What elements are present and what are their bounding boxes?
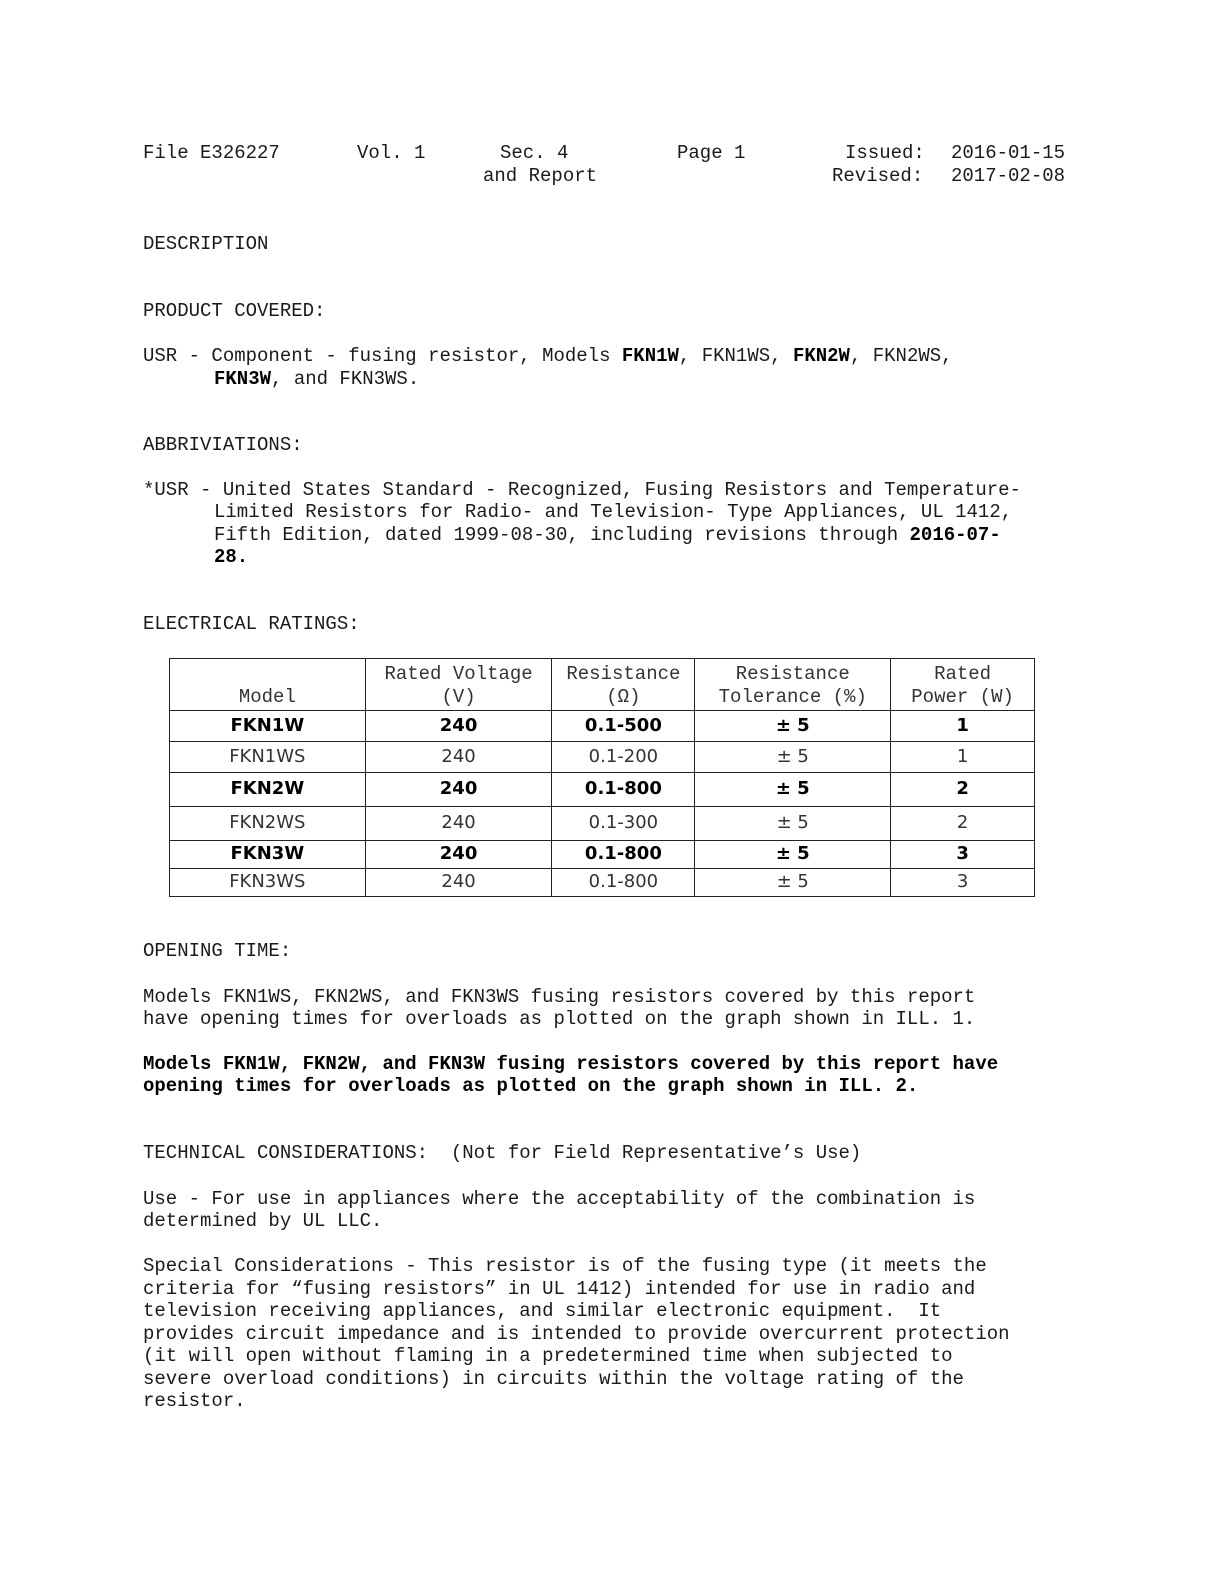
cell-tolerance: ± 5 xyxy=(695,807,891,841)
abbreviation-usr-line2: Limited Resistors for Radio- and Television- Type Appliances, UL 1412, xyxy=(214,501,1013,523)
abbreviation-usr-line1: *USR - United States Standard - Recognized, Fusing Resistors and Temperature- xyxy=(143,479,1021,501)
cell-model: FKN3WS xyxy=(170,869,366,897)
special-line: provides circuit impedance and is intended to provide overcurrent protection xyxy=(143,1322,1010,1345)
cell-model: FKN2W xyxy=(170,773,366,807)
table-row xyxy=(170,711,1035,742)
special-line: resistor. xyxy=(143,1390,246,1412)
cell-power: 2 xyxy=(891,773,1035,807)
cell-tolerance: ± 5 xyxy=(695,711,891,742)
cell-voltage: 240 xyxy=(365,869,552,897)
opening-time-para2-line2: opening times for overloads as plotted on the graph shown in ILL. 2. xyxy=(143,1075,919,1097)
abbreviation-usr-line4: 28. xyxy=(214,546,249,568)
file-number: File E326227 xyxy=(143,142,280,164)
cell-resistance: 0.1-500 xyxy=(552,711,695,742)
cell-resistance: 0.1-800 xyxy=(552,841,695,869)
cell-resistance: 0.1-300 xyxy=(552,807,695,841)
cell-voltage: 240 xyxy=(365,742,552,773)
table-row xyxy=(170,869,1035,897)
column-header-tolerance: Resistance Tolerance (%) xyxy=(695,659,891,711)
cell-resistance: 0.1-200 xyxy=(552,742,695,773)
use-line2: determined by UL LLC. xyxy=(143,1210,383,1232)
cell-power: 3 xyxy=(891,869,1035,897)
electrical-ratings-heading: ELECTRICAL RATINGS: xyxy=(143,613,360,635)
table-row xyxy=(170,773,1035,807)
opening-time-para1-line1: Models FKN1WS, FKN2WS, and FKN3WS fusing resistors covered by this report xyxy=(143,986,976,1008)
opening-time-para2-line1: Models FKN1W, FKN2W, and FKN3W fusing resistors covered by this report have xyxy=(143,1053,999,1075)
table-row xyxy=(170,807,1035,841)
column-header-resistance: Resistance (Ω) xyxy=(552,659,695,711)
cell-tolerance: ± 5 xyxy=(695,773,891,807)
special-line: Special Considerations - This resistor is of the fusing type (it meets the xyxy=(143,1255,987,1277)
table-row xyxy=(170,742,1035,773)
special-line: criteria for “fusing resistors” in UL 1412) intended for use in radio and xyxy=(143,1277,976,1300)
column-header-rated-power: Rated Power (W) xyxy=(891,659,1035,711)
cell-model: FKN1WS xyxy=(170,742,366,773)
page-number: Page 1 xyxy=(677,142,746,164)
electrical-ratings-table xyxy=(169,658,1035,897)
issued-date: 2016-01-15 xyxy=(951,142,1066,164)
cell-power: 2 xyxy=(891,807,1035,841)
technical-considerations-heading: TECHNICAL CONSIDERATIONS: (Not for Field Representative’s Use) xyxy=(143,1142,862,1164)
cell-voltage: 240 xyxy=(365,807,552,841)
cell-tolerance: ± 5 xyxy=(695,841,891,869)
special-considerations xyxy=(143,1255,1010,1413)
issued-label: Issued: xyxy=(845,142,925,164)
cell-voltage: 240 xyxy=(365,841,552,869)
cell-model: FKN2WS xyxy=(170,807,366,841)
section-subtitle: and Report xyxy=(483,165,598,187)
special-line: (it will open without flaming in a predetermined time when subjected to xyxy=(143,1345,953,1367)
section-number: Sec. 4 xyxy=(500,142,569,164)
cell-model: FKN3W xyxy=(170,841,366,869)
table-row xyxy=(170,841,1035,869)
cell-power: 1 xyxy=(891,711,1035,742)
special-line: television receiving appliances, and similar electronic equipment. It xyxy=(143,1300,942,1322)
description-heading: DESCRIPTION xyxy=(143,233,269,255)
cell-voltage: 240 xyxy=(365,773,552,807)
column-header-model: Model xyxy=(170,659,366,711)
volume-number: Vol. 1 xyxy=(357,142,426,164)
opening-time-para1-line2: have opening times for overloads as plotted on the graph shown in ILL. 1. xyxy=(143,1008,976,1030)
cell-tolerance: ± 5 xyxy=(695,742,891,773)
product-covered-text: USR - Component - fusing resistor, Models FKN1W, FKN1WS, FKN2W, FKN2WS, FKN3W, and FKN3WS. xyxy=(143,345,953,390)
column-header-rated-voltage: Rated Voltage (V) xyxy=(365,659,552,711)
cell-resistance: 0.1-800 xyxy=(552,869,695,897)
revised-date: 2017-02-08 xyxy=(951,165,1066,187)
special-line: severe overload conditions) in circuits within the voltage rating of the xyxy=(143,1367,964,1390)
revised-label: Revised: xyxy=(832,165,924,187)
cell-model: FKN1W xyxy=(170,711,366,742)
product-covered-heading: PRODUCT COVERED: xyxy=(143,300,326,322)
cell-resistance: 0.1-800 xyxy=(552,773,695,807)
cell-voltage: 240 xyxy=(365,711,552,742)
cell-power: 3 xyxy=(891,841,1035,869)
opening-time-heading: OPENING TIME: xyxy=(143,940,292,962)
cell-power: 1 xyxy=(891,742,1035,773)
abbreviation-usr-line3: Fifth Edition, dated 1999-08-30, including revisions through 2016-07- xyxy=(214,524,1001,546)
use-line1: Use - For use in appliances where the acceptability of the combination is xyxy=(143,1188,976,1210)
table-header-row xyxy=(170,659,1035,711)
abbreviations-heading: ABBRIVIATIONS: xyxy=(143,434,303,456)
cell-tolerance: ± 5 xyxy=(695,869,891,897)
